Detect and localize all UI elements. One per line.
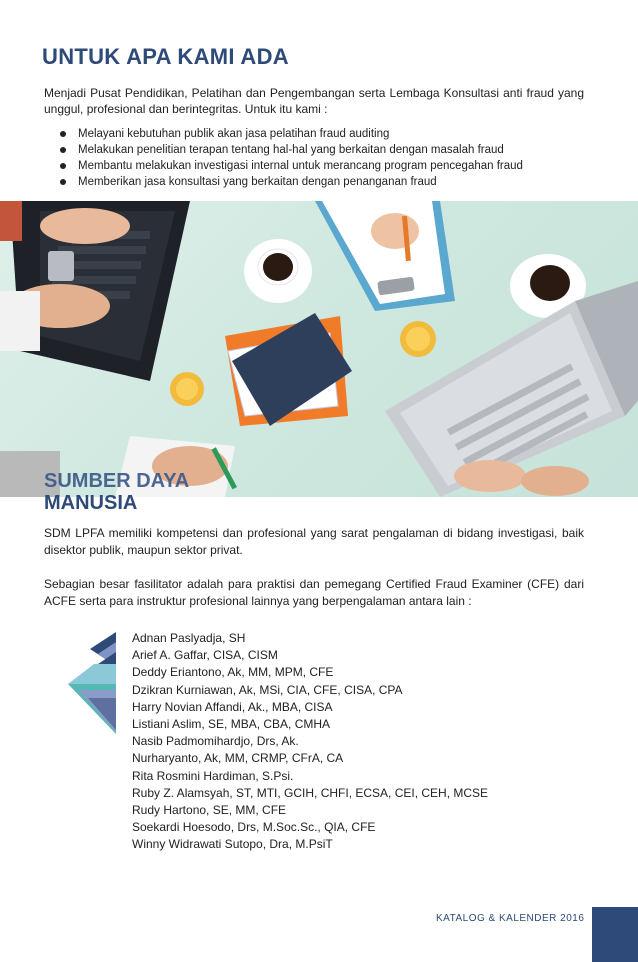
list-item: Dzikran Kurniawan, Ak, MSi, CIA, CFE, CISA, CPA — [132, 682, 403, 697]
page-footer — [436, 908, 600, 924]
coffee-cup-illustration — [244, 239, 312, 303]
list-item: Adnan Paslyadja, SH — [132, 631, 246, 645]
triangle-decoration-icon — [68, 632, 124, 734]
heading-line-2: MANUSIA — [44, 492, 138, 514]
list-item: Rita Rosmini Hardiman, S.Psi. — [132, 768, 294, 783]
list-item: Deddy Eriantono, Ak, MM, MPM, CFE — [132, 665, 334, 680]
list-item: Arief A. Gaffar, CISA, CISM — [132, 648, 278, 663]
bullet-item: Memberikan jasa konsultasi yang berkaitan dengan penanganan fraud — [58, 174, 598, 190]
heading-line-1: SUMBER DAYA — [44, 470, 190, 492]
bullet-item: Melayani kebutuhan publik akan jasa pelatihan fraud auditing — [58, 126, 598, 142]
desk-workspace-photo — [0, 201, 638, 497]
bullet-item: Membantu melakukan investigasi internal untuk merancang program pencegahan fraud — [58, 158, 598, 174]
sdm-paragraph-1: SDM LPFA memiliki kompetensi dan profesional yang sarat pengalaman di bidang investigasi, baik disektor publik, maupun sektor privat. — [44, 526, 584, 557]
sdm-paragraph-2: Sebagian besar fasilitator adalah para praktisi dan pemegang Certified Fraud Examiner (CFE) dari ACFE serta para instruktur profesional lainnya yang berpengalaman antara lain : — [44, 577, 584, 608]
facilitator-name-list — [132, 630, 488, 854]
list-item: Nurharyanto, Ak, MM, CRMP, CFrA, CA — [132, 751, 344, 766]
list-item: Ruby Z. Alamsyah, ST, MTI, GCIH, CHFI, ECSA, CEI, CEH, MCSE — [132, 785, 489, 800]
list-item: Listiani Aslim, SE, MBA, CBA, CMHA — [132, 717, 331, 732]
list-item: Soekardi Hoesodo, Drs, M.Soc.Sc., QIA, CFE — [132, 820, 376, 835]
section-heading-untuk-apa-kami-ada: UNTUK APA KAMI ADA — [42, 44, 289, 69]
list-item: Winny Widrawati Sutopo, Dra, M.PsiT — [132, 837, 333, 852]
list-item: Rudy Hartono, SE, MM, CFE — [132, 803, 287, 818]
footer-label: KATALOG & KALENDER 2016 — [436, 913, 585, 924]
list-item: Harry Novian Affandi, Ak., MBA, CISA — [132, 699, 333, 714]
list-item: Nasib Padmomihardjo, Drs, Ak. — [132, 734, 299, 749]
intro-paragraph: Menjadi Pusat Pendidikan, Pelatihan dan Pengembangan serta Lembaga Konsultasi anti fraud yang unggul, profesional dan berintegritas. Untuk itu kami : — [44, 86, 584, 116]
mission-bullet-list — [58, 126, 598, 190]
section-heading-sumber-daya-manusia — [44, 470, 189, 514]
bullet-item: Melakukan penelitian terapan tentang hal-hal yang berkaitan dengan masalah fraud — [58, 142, 598, 158]
footer-color-block — [592, 907, 638, 962]
